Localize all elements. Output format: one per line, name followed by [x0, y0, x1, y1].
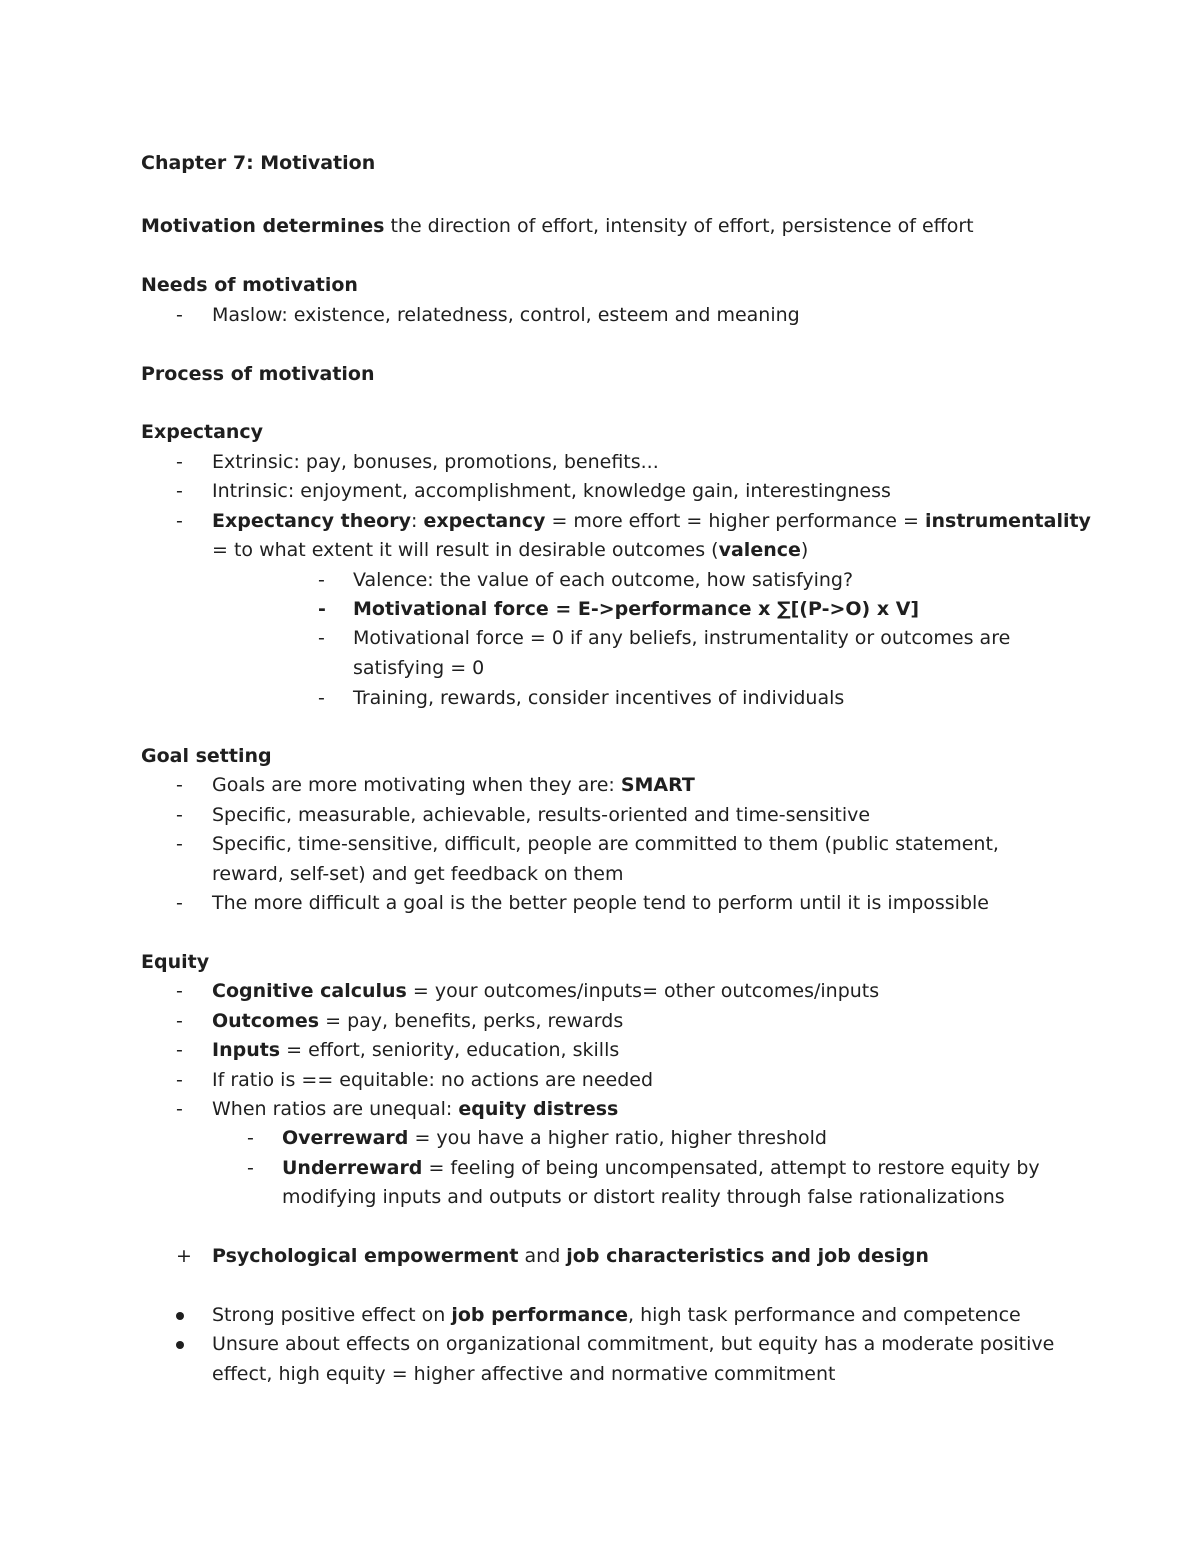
dash-marker: - — [176, 1098, 183, 1120]
chapter-title: Chapter 7: Motivation — [141, 152, 376, 174]
equity-item-cognitive-calculus: Cognitive calculus = your outcomes/inputs= other outcomes/inputs — [212, 980, 880, 1002]
training-item: Training, rewards, consider incentives of individuals — [353, 687, 845, 709]
motivational-force-zero-line1: Motivational force = 0 if any beliefs, instrumentality or outcomes are — [353, 627, 1011, 649]
equity-sub-overreward: Overreward = you have a higher ratio, higher threshold — [282, 1127, 827, 1149]
expectancy-theory-line1: Expectancy theory: expectancy = more effort = higher performance = instrumentality — [212, 510, 1091, 532]
motivational-force-zero-line2: satisfying = 0 — [353, 657, 485, 679]
goal-setting-heading: Goal setting — [141, 745, 272, 767]
goal-item-difficult: The more difficult a goal is the better people tend to perform until it is impossible — [212, 892, 989, 914]
equity-sub-underreward-line2: modifying inputs and outputs or distort reality through false rationalizations — [282, 1186, 1005, 1208]
motivational-force-formula: Motivational force = E->performance x ∑[(P->O) x V] — [353, 598, 920, 620]
dash-marker: - — [176, 980, 183, 1002]
dash-marker: - — [318, 569, 325, 591]
goal-item-smart: Goals are more motivating when they are: SMART — [212, 774, 695, 796]
equity-item-outcomes: Outcomes = pay, benefits, perks, rewards — [212, 1010, 624, 1032]
expectancy-heading: Expectancy — [141, 421, 264, 443]
process-heading: Process of motivation — [141, 363, 375, 385]
equity-sub-underreward-line1: Underreward = feeling of being uncompensated, attempt to restore equity by — [282, 1157, 1040, 1179]
equity-heading: Equity — [141, 951, 210, 973]
dash-marker: - — [247, 1157, 254, 1179]
bullet-dot — [176, 1341, 184, 1349]
dash-marker: - — [318, 598, 326, 620]
needs-item-maslow: Maslow: existence, relatedness, control, esteem and meaning — [212, 304, 800, 326]
bullet-dot — [176, 1312, 184, 1320]
equity-item-ratio: If ratio is == equitable: no actions are needed — [212, 1069, 654, 1091]
goal-item-committed-line1: Specific, time-sensitive, difficult, people are committed to them (public statement, — [212, 833, 999, 855]
valence-item: Valence: the value of each outcome, how satisfying? — [353, 569, 854, 591]
dash-marker: - — [176, 510, 183, 532]
expectancy-item-extrinsic: Extrinsic: pay, bonuses, promotions, benefits... — [212, 451, 659, 473]
bullet-item-commitment-line1: Unsure about effects on organizational commitment, but equity has a moderate positive — [212, 1333, 1055, 1355]
bullet-item-commitment-line2: effect, high equity = higher affective and normative commitment — [212, 1363, 836, 1385]
dash-marker: - — [176, 892, 183, 914]
dash-marker: - — [176, 304, 183, 326]
plus-item-empowerment: Psychological empowerment and job characteristics and job design — [212, 1245, 929, 1267]
dash-marker: - — [176, 833, 183, 855]
needs-heading: Needs of motivation — [141, 274, 358, 296]
goal-item-committed-line2: reward, self-set) and get feedback on them — [212, 863, 624, 885]
dash-marker: - — [176, 480, 183, 502]
bullet-item-job-performance: Strong positive effect on job performance, high task performance and competence — [212, 1304, 1021, 1326]
plus-marker: + — [176, 1245, 192, 1267]
expectancy-item-intrinsic: Intrinsic: enjoyment, accomplishment, knowledge gain, interestingness — [212, 480, 891, 502]
motivation-definition: Motivation determines the direction of effort, intensity of effort, persistence of effort — [141, 215, 974, 237]
dash-marker: - — [176, 774, 183, 796]
expectancy-theory-line2: = to what extent it will result in desirable outcomes (valence) — [212, 539, 809, 561]
equity-item-distress: When ratios are unequal: equity distress — [212, 1098, 619, 1120]
dash-marker: - — [176, 804, 183, 826]
dash-marker: - — [176, 1010, 183, 1032]
dash-marker: - — [176, 1039, 183, 1061]
dash-marker: - — [176, 1069, 183, 1091]
dash-marker: - — [318, 687, 325, 709]
dash-marker: - — [176, 451, 183, 473]
dash-marker: - — [247, 1127, 254, 1149]
goal-item-specific: Specific, measurable, achievable, results-oriented and time-sensitive — [212, 804, 871, 826]
dash-marker: - — [318, 627, 325, 649]
equity-item-inputs: Inputs = effort, seniority, education, skills — [212, 1039, 620, 1061]
